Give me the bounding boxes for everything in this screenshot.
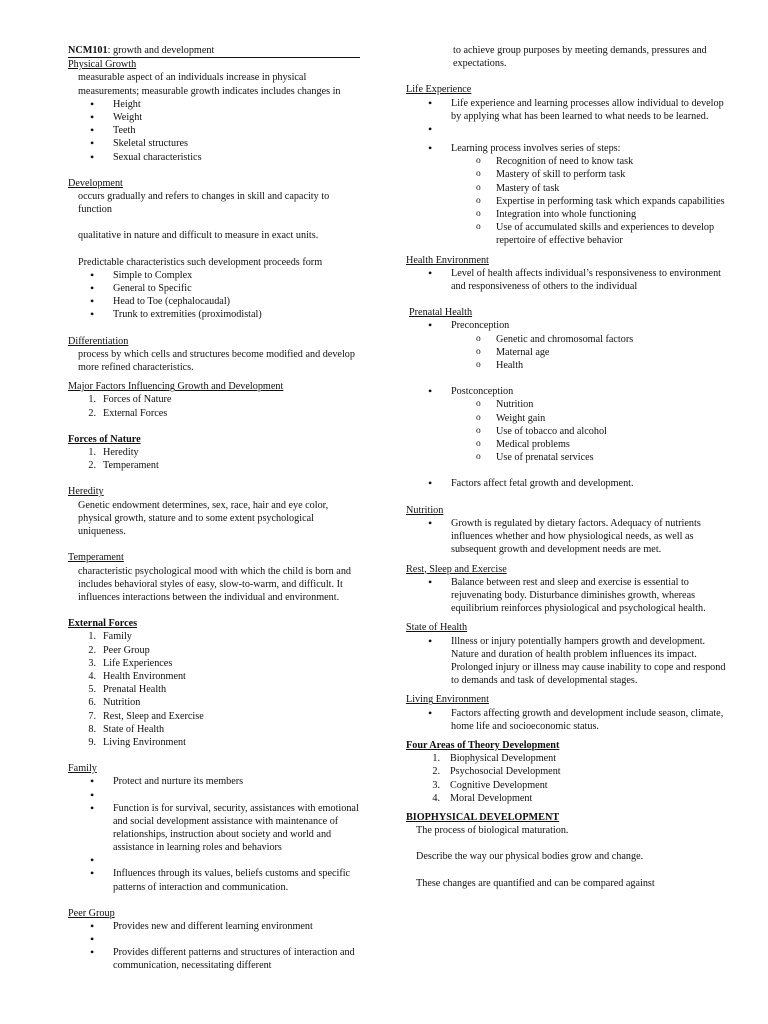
physical-growth-list bbox=[68, 98, 360, 164]
forces-of-nature-list bbox=[68, 446, 360, 472]
list-item: • Influences through its values, beliefs customs and specific patterns of interaction and communication. bbox=[68, 867, 360, 893]
list-item: o Use of tobacco and alcohol bbox=[406, 425, 728, 438]
list-item: o Weight gain bbox=[406, 412, 728, 425]
list-item: • Illness or injury potentially hampers growth and development. Nature and duration of health problem influences its impact. Prolonged injury or illness may cause inability to cope and respond to demands and task of developmental stages. bbox=[406, 635, 728, 688]
list-item: 1. Family bbox=[88, 631, 132, 643]
list-item: o Recognition of need to know task bbox=[406, 155, 728, 168]
prenatal-list bbox=[406, 319, 728, 332]
list-item: o Use of accumulated skills and experiences to develop repertoire of effective behavior bbox=[406, 221, 728, 247]
family-list bbox=[68, 775, 360, 893]
heading-forces-of-nature: Forces of Nature bbox=[68, 433, 141, 445]
heading-rest-sleep-exercise: Rest, Sleep and Exercise bbox=[406, 563, 507, 575]
list-item: • Head to Toe (cephalocaudal) bbox=[68, 295, 360, 308]
heading-development: Development bbox=[68, 177, 123, 189]
left-column bbox=[68, 44, 360, 973]
list-item: o Integration into whole functioning bbox=[406, 208, 728, 221]
health-environment-list bbox=[406, 267, 728, 293]
list-item: o Nutrition bbox=[406, 398, 728, 411]
development-text-1: occurs gradually and refers to changes in skill and capacity to function bbox=[78, 191, 330, 216]
list-item: 1. Heredity bbox=[88, 447, 139, 459]
list-item: • Provides new and different learning environment bbox=[68, 920, 360, 933]
nutrition-list bbox=[406, 517, 728, 557]
list-item: • Life experience and learning processes allow individual to develop by applying what has been learned to what needs to be learned. bbox=[406, 97, 728, 123]
postconception-bullet bbox=[406, 385, 728, 398]
list-item: • Weight bbox=[68, 111, 360, 124]
list-item: o Genetic and chromosomal factors bbox=[406, 333, 728, 346]
list-item: • Skeletal structures bbox=[68, 137, 360, 150]
rest-list bbox=[406, 576, 728, 616]
heading-health-environment: Health Environment bbox=[406, 254, 489, 266]
heading-family: Family bbox=[68, 763, 97, 775]
state-of-health-list bbox=[406, 635, 728, 688]
life-experience-list bbox=[406, 97, 728, 156]
list-item: 2. Psychosocial Development bbox=[432, 766, 561, 778]
list-item: • Level of health affects individual’s responsiveness to environment and responsiveness of others to the individual bbox=[406, 267, 728, 293]
list-item: 1. Forces of Nature bbox=[88, 394, 172, 406]
biophysical-text-3: These changes are quantified and can be compared against bbox=[416, 877, 655, 889]
heading-external-forces: External Forces bbox=[68, 618, 138, 630]
list-item: 7. Rest, Sleep and Exercise bbox=[88, 710, 204, 722]
course-code: NCM101 bbox=[68, 45, 108, 56]
list-item: o Medical problems bbox=[406, 438, 728, 451]
list-item: 2. External Forces bbox=[88, 407, 168, 419]
list-item: • Sexual characteristics bbox=[68, 151, 360, 164]
list-item: 1. Biophysical Development bbox=[432, 753, 557, 765]
heading-prenatal-health: Prenatal Health bbox=[409, 307, 473, 319]
list-item: 2. Temperament bbox=[88, 460, 159, 472]
list-item: 2. Peer Group bbox=[88, 644, 150, 656]
right-column bbox=[406, 44, 728, 890]
continued-text: to achieve group purposes by meeting demands, pressures and expectations. bbox=[453, 45, 707, 70]
list-item: • Learning process involves series of steps: bbox=[406, 142, 728, 155]
list-item: o Maternal age bbox=[406, 346, 728, 359]
list-item: o Use of prenatal services bbox=[406, 451, 728, 464]
development-list bbox=[68, 269, 360, 322]
biophysical-text-2: Describe the way our physical bodies grow and change. bbox=[416, 851, 644, 863]
list-item: 5. Prenatal Health bbox=[88, 684, 167, 696]
list-item: 8. State of Health bbox=[88, 723, 165, 735]
learning-steps-list bbox=[406, 155, 728, 247]
external-forces-list bbox=[68, 630, 360, 749]
heading-physical-growth: Physical Growth bbox=[68, 59, 137, 71]
heading-life-experience: Life Experience bbox=[406, 84, 472, 96]
development-text-2: qualitative in nature and difficult to measure in exact units. bbox=[78, 230, 319, 242]
preconception-list bbox=[406, 333, 728, 373]
heredity-text: Genetic endowment determines, sex, race, hair and eye color, physical growth, stature and to some extent psychological uniqueness. bbox=[78, 499, 329, 538]
list-item: • Factors affecting growth and development include season, climate, home life and socioeconomic status. bbox=[406, 707, 728, 733]
list-item: 4. Health Environment bbox=[88, 670, 186, 682]
list-item: • Provides different patterns and structures of interaction and communication, necessitating different bbox=[68, 946, 360, 972]
heading-major-factors: Major Factors Influencing Growth and Development bbox=[68, 381, 284, 393]
development-text-3: Predictable characteristics such development proceeds form bbox=[78, 256, 323, 268]
list-item: • Simple to Complex bbox=[68, 269, 360, 282]
physical-growth-text: measurable aspect of an individuals increase in physical measurements; measurable growth indicates includes changes in bbox=[78, 72, 341, 97]
heading-differentiation: Differentiation bbox=[68, 335, 129, 347]
list-item: • Balance between rest and sleep and exercise is essential to rejuvenating body. Disturbance diminishes growth, whereas equilibrium reinforces physiological and psychological health. bbox=[406, 576, 728, 616]
list-item: • Factors affect fetal growth and development. bbox=[406, 477, 728, 490]
title-rest: : growth and development bbox=[107, 45, 215, 56]
living-environment-list bbox=[406, 707, 728, 733]
list-item: o Health bbox=[406, 359, 728, 372]
four-areas-list bbox=[406, 752, 728, 805]
list-item: • Height bbox=[68, 98, 360, 111]
list-item: 3. Cognitive Development bbox=[432, 779, 548, 791]
major-factors-list bbox=[68, 393, 360, 419]
document-title bbox=[68, 44, 360, 58]
heading-biophysical-development: BIOPHYSICAL DEVELOPMENT bbox=[406, 811, 560, 823]
list-item: 3. Life Experiences bbox=[88, 657, 173, 669]
biophysical-text-1: The process of biological maturation. bbox=[416, 825, 569, 837]
list-item: o Mastery of skill to perform task bbox=[406, 168, 728, 181]
heading-heredity: Heredity bbox=[68, 486, 104, 498]
differentiation-text: process by which cells and structures become modified and develop more refined characteristics. bbox=[78, 348, 355, 374]
postconception-list bbox=[406, 398, 728, 464]
list-item: 6. Nutrition bbox=[88, 697, 141, 709]
list-item: • Postconception bbox=[406, 385, 728, 398]
list-item: 4. Moral Development bbox=[432, 792, 533, 804]
list-item: • Protect and nurture its members bbox=[68, 775, 360, 788]
heading-state-of-health: State of Health bbox=[406, 622, 468, 634]
list-item: • General to Specific bbox=[68, 282, 360, 295]
fetal-factors-bullet bbox=[406, 477, 728, 490]
list-item: 9. Living Environment bbox=[88, 736, 186, 748]
peer-group-list bbox=[68, 920, 360, 973]
list-item: • Teeth bbox=[68, 124, 360, 137]
list-item: • Growth is regulated by dietary factors. Adequacy of nutrients influences whether and how physiological needs, as well as subsequent growth and development needs are met. bbox=[406, 517, 728, 557]
heading-peer-group: Peer Group bbox=[68, 907, 115, 919]
list-item: • Function is for survival, security, assistances with emotional and social development assistance with maintenance of relationships, instruction about society and world and assistance in learning roles and behaviors bbox=[68, 802, 360, 855]
list-item: • Preconception bbox=[406, 319, 728, 332]
list-item: o Expertise in performing task which expands capabilities bbox=[406, 195, 728, 208]
heading-nutrition: Nutrition bbox=[406, 504, 444, 516]
temperament-text: characteristic psychological mood with which the child is born and includes behavioral styles of easy, slow-to-warm, and difficult. It influences interactions between the individual and environment. bbox=[78, 565, 352, 603]
list-item: o Mastery of task bbox=[406, 182, 728, 195]
heading-four-areas: Four Areas of Theory Development bbox=[406, 739, 560, 751]
heading-temperament: Temperament bbox=[68, 552, 124, 564]
heading-living-environment: Living Environment bbox=[406, 694, 489, 706]
list-item: • Trunk to extremities (proximodistal) bbox=[68, 308, 360, 321]
